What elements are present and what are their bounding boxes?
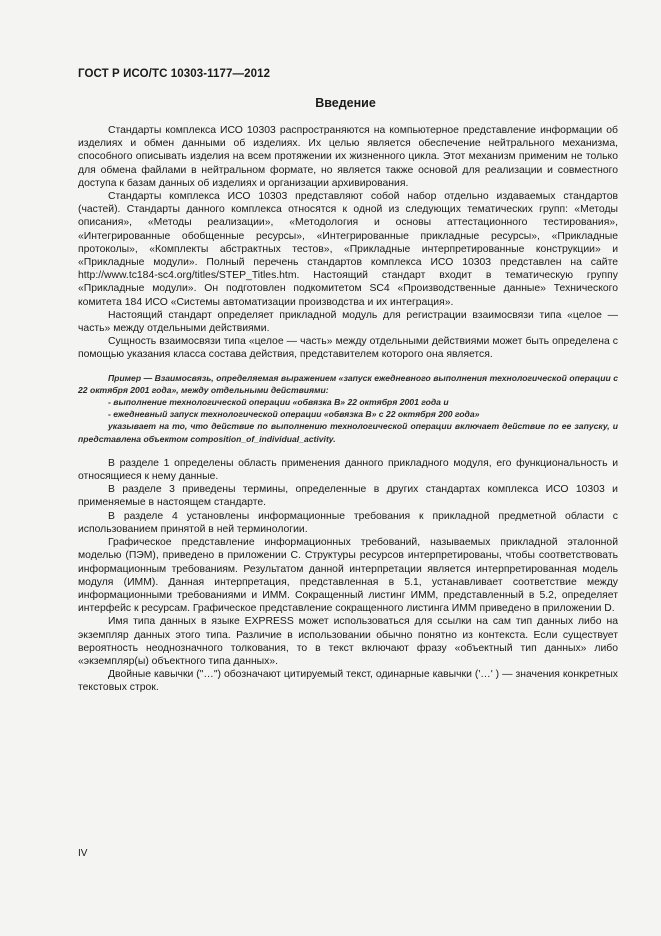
page-number: IV: [78, 848, 88, 859]
paragraph: В разделе 1 определены область применения данного прикладного модуля, его функциональность и относящиеся к нему данные.: [78, 457, 618, 483]
paragraph: Графическое представление информационных требований, называемых прикладной эталонной моделью (ПЭМ), приведено в приложении С. Структуры ресурсов интерпретированы, чтобы соответствовать информационным требованиям. Результатом данной интерпретации является интерпретированная модель модуля (ИММ). Данная интерпретация, представленная в 5.1, устанавливает соответствие между информационными требованиями и ИММ. Сокращенный листинг ИММ, представленный в 5.2, определяет интерфейс к ресурсам. Графическое представление сокращенного листинга ИММ приведено в приложении D.: [78, 537, 618, 615]
example-block: [78, 372, 618, 445]
paragraph: В разделе 4 установлены информационные требования к прикладной предметной области с использованием принятой в ней терминологии.: [78, 510, 618, 535]
example-item: - ежедневный запуск технологической операции «обвязка В» с 22 октября 200 года»: [108, 409, 480, 420]
body-text: [78, 124, 618, 695]
example-lead: Пример — Взаимосвязь, определяемая выражением «запуск ежедневного выполнения технологической операции с 22 октября 2001 года», между отдельными действиями:: [78, 372, 618, 395]
paragraph: Сущность взаимосвязи типа «целое — часть» между отдельными действиями может быть определена с помощью указания класса состава действия, представителем которого она является.: [78, 336, 618, 361]
paragraph: Имя типа данных в языке EXPRESS может использоваться для ссылки на сам тип данных либо на экземпляр данных этого типа. Различие в использовании обычно понятно из контекста. Если существует вероятность неоднозначного толкования, то в текст включают фразу «объектный тип данных» либо «экземпляр(ы) объектного типа данных».: [78, 616, 618, 667]
example-tail: указывает на то, что действие по выполнению технологической операции включает действие по ее запуску, и представлена объектом composition_of_individual_activity.: [78, 421, 618, 444]
paragraph: Настоящий стандарт определяет прикладной модуль для регистрации взаимосвязи типа «целое — часть» между отдельными действиями.: [78, 309, 618, 335]
section-title: Введение: [315, 96, 376, 110]
paragraph: Стандарты комплекса ИСО 10303 распространяются на компьютерное представление информации об изделиях и обмен данными об изделиях. Их целью является обеспечение нейтрального механизма, способного описывать изделия на всем протяжении их жизненного цикла. Этот механизм применим не только для обмена файлами в нейтральном формате, но является также основой для реализации и совместного доступа к базам данных об изделиях и организации архивирования.: [78, 125, 618, 189]
paragraph: В разделе 3 приведены термины, определенные в других стандартах комплекса ИСО 10303 и применяемые в настоящем стандарте.: [78, 484, 618, 509]
paragraph: Двойные кавычки ("…") обозначают цитируемый текст, одинарные кавычки ('…' ) — значения конкретных текстовых строк.: [78, 669, 618, 694]
paragraph: Стандарты комплекса ИСО 10303 представляют собой набор отдельно издаваемых стандартов (частей). Стандарты данного комплекса относятся к одной из следующих тематических групп: «Методы описания», «Методы реализации», «Методология и основы аттестационного тестирования», «Интегрированные обобщенные ресурсы», «Интегрированные прикладные ресурсы», «Прикладные протоколы», «Комплекты абстрактных тестов», «Прикладные интерпретированные конструкции» и «Прикладные модули». Полный перечень стандартов комплекса ИСО 10303 представлен на сайте http://www.tc184-sc4.org/titles/STEP_Titles.htm. Настоящий стандарт входит в тематическую группу «Прикладные модули». Он подготовлен подкомитетом SC4 «Производственные данные» Технического комитета 184 ИСО «Системы автоматизации производства и их интеграция».: [78, 191, 618, 308]
example-item: - выполнение технологической операции «обвязка В» 22 октября 2001 года и: [108, 397, 449, 408]
document-code-header: ГОСТ Р ИСО/ТС 10303-1177—2012: [78, 68, 271, 80]
